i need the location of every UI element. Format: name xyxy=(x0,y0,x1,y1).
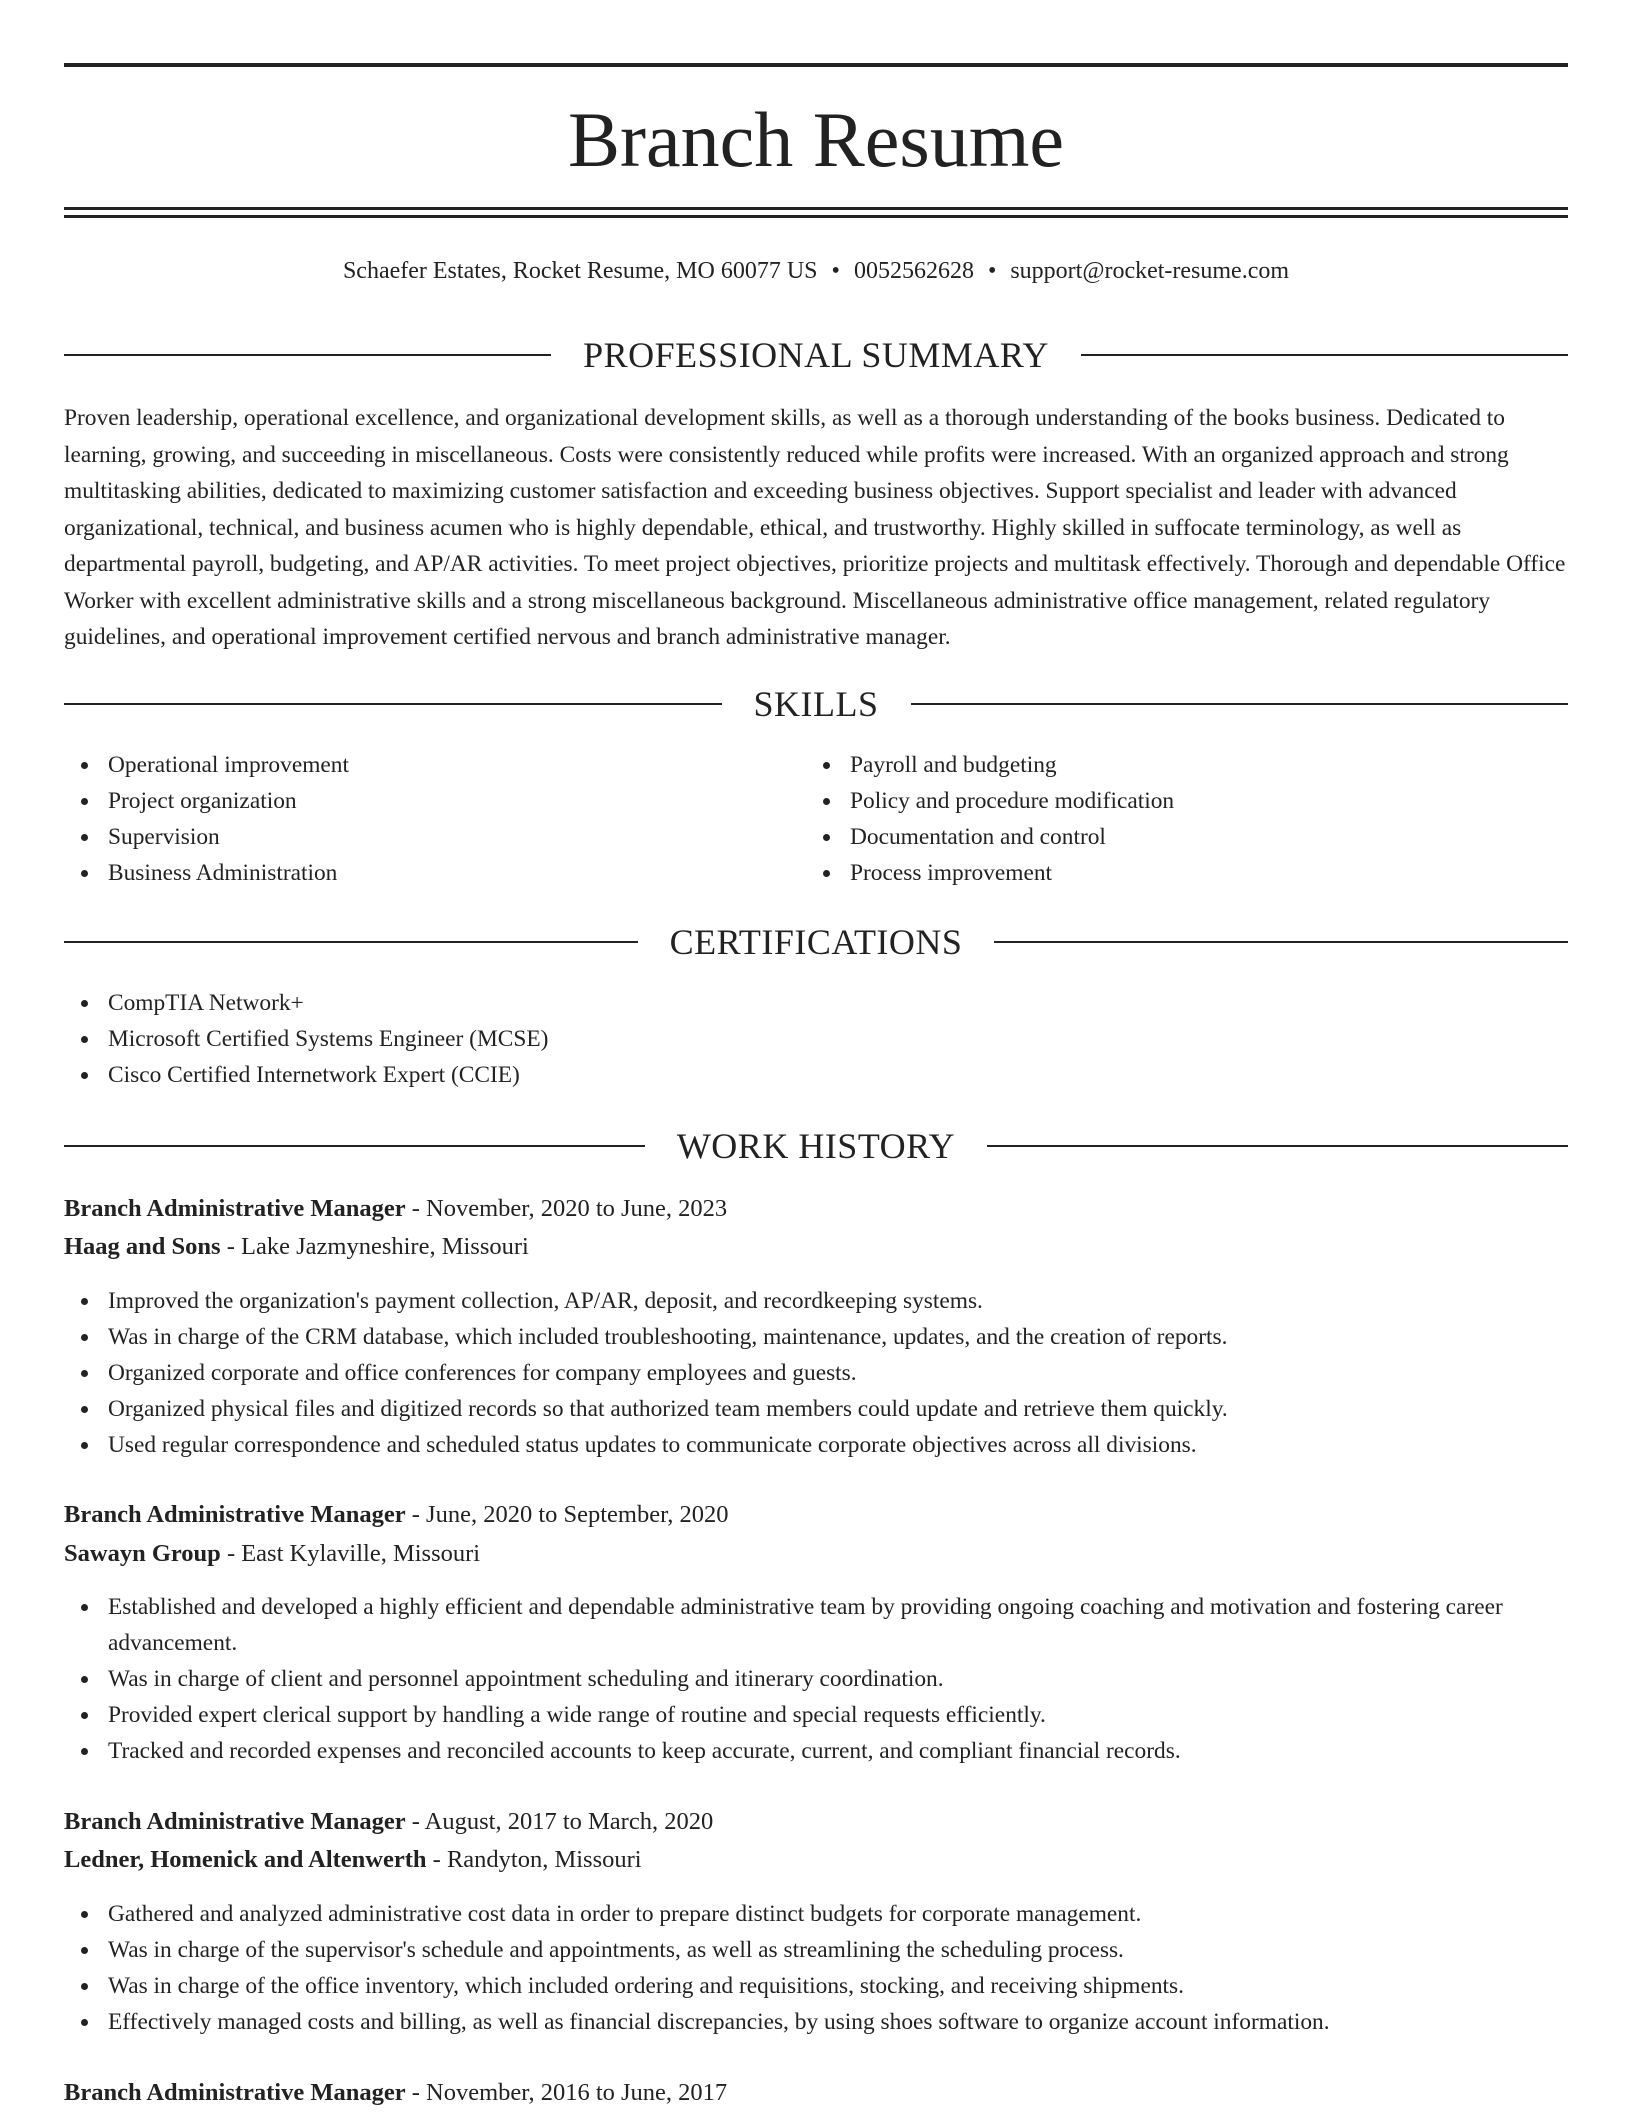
certifications-section-title: CERTIFICATIONS xyxy=(669,922,963,962)
skill-item: Supervision xyxy=(64,819,804,855)
job-company: Sawayn Group xyxy=(64,1540,221,1567)
name-underline-rule xyxy=(64,207,1568,210)
job-title: Branch Administrative Manager xyxy=(64,1808,406,1835)
resume-name: Branch Resume xyxy=(567,96,1065,183)
job-duty: Tracked and recorded expenses and reconciled accounts to keep accurate, current, and compliant financial records. xyxy=(64,1733,1568,1769)
contact-separator: • xyxy=(831,258,840,284)
skills-section-header xyxy=(64,682,1568,726)
skill-item: Operational improvement xyxy=(64,747,804,783)
job-title: Branch Administrative Manager xyxy=(64,2079,406,2106)
professional-summary-text: Proven leadership, operational excellence, and organizational development skills, as well as a thorough understanding of the books business. Dedicated to learning, growing, and succeeding in miscellaneous. Costs were consistently reduced while profits were increased. With an organized approach and strong multitasking abilities, dedicated to maximizing customer satisfaction and exceeding business objectives. Support specialist and leader with advanced organizational, technical, and business acumen who is highly dependable, ethical, and trustworthy. Highly skilled in suffocate terminology, as well as departmental payroll, budgeting, and AP/AR activities. To meet project objectives, prioritize projects and multitask effectively. Thorough and dependable Office Worker with excellent administrative skills and a strong miscellaneous background. Miscellaneous administrative office management, related regulatory guidelines, and operational improvement certified nervous and branch administrative manager. xyxy=(64,405,1566,650)
skills-list-left xyxy=(64,747,804,891)
job-company-line xyxy=(64,1841,1568,1879)
job-duty: Improved the organization's payment collection, AP/AR, deposit, and recordkeeping systems. xyxy=(64,1283,1568,1319)
skill-item: Payroll and budgeting xyxy=(806,747,1566,783)
job-title: Branch Administrative Manager xyxy=(64,1195,406,1222)
name-underline-rule-2 xyxy=(64,215,1568,218)
job-company-line xyxy=(64,1228,1568,1266)
contact-separator: • xyxy=(987,258,997,284)
section-rule xyxy=(987,1145,1568,1147)
job-company: Haag and Sons xyxy=(64,1233,221,1260)
job-duty: Provided expert clerical support by handling a wide range of routine and special requests efficiently. xyxy=(64,1697,1568,1733)
job-location: - East Kylaville, Missouri xyxy=(220,1540,481,1567)
certification-item: Cisco Certified Internetwork Expert (CCIE) xyxy=(64,1057,1568,1093)
certifications-section-header xyxy=(64,920,1568,964)
job-title-line xyxy=(64,1803,1568,1841)
work-history-section-header xyxy=(64,1124,1568,1168)
job-duty: Organized physical files and digitized records so that authorized team members could update and retrieve them quickly. xyxy=(64,1391,1568,1427)
section-rule xyxy=(64,703,722,705)
work-history-section-title: WORK HISTORY xyxy=(676,1126,956,1166)
summary-section-header xyxy=(64,333,1568,377)
contact-line xyxy=(64,254,1568,288)
contact-address: Schaefer Estates, Rocket Resume, MO 60077 US xyxy=(342,258,818,284)
contact-phone: 0052562628 xyxy=(853,258,974,284)
certification-item: CompTIA Network+ xyxy=(64,985,1568,1021)
section-rule xyxy=(64,1145,645,1147)
section-rule xyxy=(994,941,1568,943)
job-duty: Organized corporate and office conferences for company employees and guests. xyxy=(64,1355,1568,1391)
job-company: Ledner, Homenick and Altenwerth xyxy=(64,1846,427,1873)
skills-section-title: SKILLS xyxy=(753,684,879,724)
skill-item: Documentation and control xyxy=(806,819,1566,855)
section-rule xyxy=(64,354,551,356)
job-duties-list xyxy=(64,1283,1568,1463)
skill-item: Project organization xyxy=(64,783,804,819)
job-duty: Was in charge of the supervisor's schedule and appointments, as well as streamlining the scheduling process. xyxy=(64,1932,1568,1968)
job-title-line xyxy=(64,2074,1568,2112)
job-dates: - August, 2017 to March, 2020 xyxy=(405,1808,714,1835)
job-company-line xyxy=(64,1535,1568,1573)
job-dates: - June, 2020 to September, 2020 xyxy=(405,1501,729,1528)
job-title-line xyxy=(64,1496,1568,1534)
certification-item: Microsoft Certified Systems Engineer (MCSE) xyxy=(64,1021,1568,1057)
skill-item: Business Administration xyxy=(64,855,804,891)
job-title-line xyxy=(64,1190,1568,1228)
skill-item: Process improvement xyxy=(806,855,1566,891)
top-rule xyxy=(64,63,1568,67)
contact-email: support@rocket-resume.com xyxy=(1010,258,1290,284)
job-title: Branch Administrative Manager xyxy=(64,1501,406,1528)
job-location: - Lake Jazmyneshire, Missouri xyxy=(220,1233,529,1260)
skills-list-right xyxy=(806,747,1566,891)
job-duty: Was in charge of client and personnel appointment scheduling and itinerary coordination. xyxy=(64,1661,1568,1697)
summary-section-title: PROFESSIONAL SUMMARY xyxy=(583,335,1049,375)
job-duty: Established and developed a highly efficient and dependable administrative team by providing ongoing coaching and motivation and fostering career advancement. xyxy=(64,1589,1568,1661)
job-duty: Was in charge of the office inventory, which included ordering and requisitions, stocking, and receiving shipments. xyxy=(64,1968,1568,2004)
certifications-list xyxy=(64,985,1568,1093)
job-duties-list xyxy=(64,1896,1568,2040)
job-dates: - November, 2016 to June, 2017 xyxy=(405,2079,728,2106)
section-rule xyxy=(64,941,638,943)
section-rule xyxy=(1081,354,1568,356)
job-duty: Gathered and analyzed administrative cost data in order to prepare distinct budgets for corporate management. xyxy=(64,1896,1568,1932)
job-location: - Randyton, Missouri xyxy=(426,1846,642,1873)
skill-item: Policy and procedure modification xyxy=(806,783,1566,819)
job-duty: Effectively managed costs and billing, as well as financial discrepancies, by using shoes software to organize account information. xyxy=(64,2004,1568,2040)
job-duty: Used regular correspondence and scheduled status updates to communicate corporate objectives across all divisions. xyxy=(64,1427,1568,1463)
job-duties-list xyxy=(64,1589,1568,1769)
section-rule xyxy=(911,703,1569,705)
job-dates: - November, 2020 to June, 2023 xyxy=(405,1195,728,1222)
job-duty: Was in charge of the CRM database, which included troubleshooting, maintenance, updates, and the creation of reports. xyxy=(64,1319,1568,1355)
